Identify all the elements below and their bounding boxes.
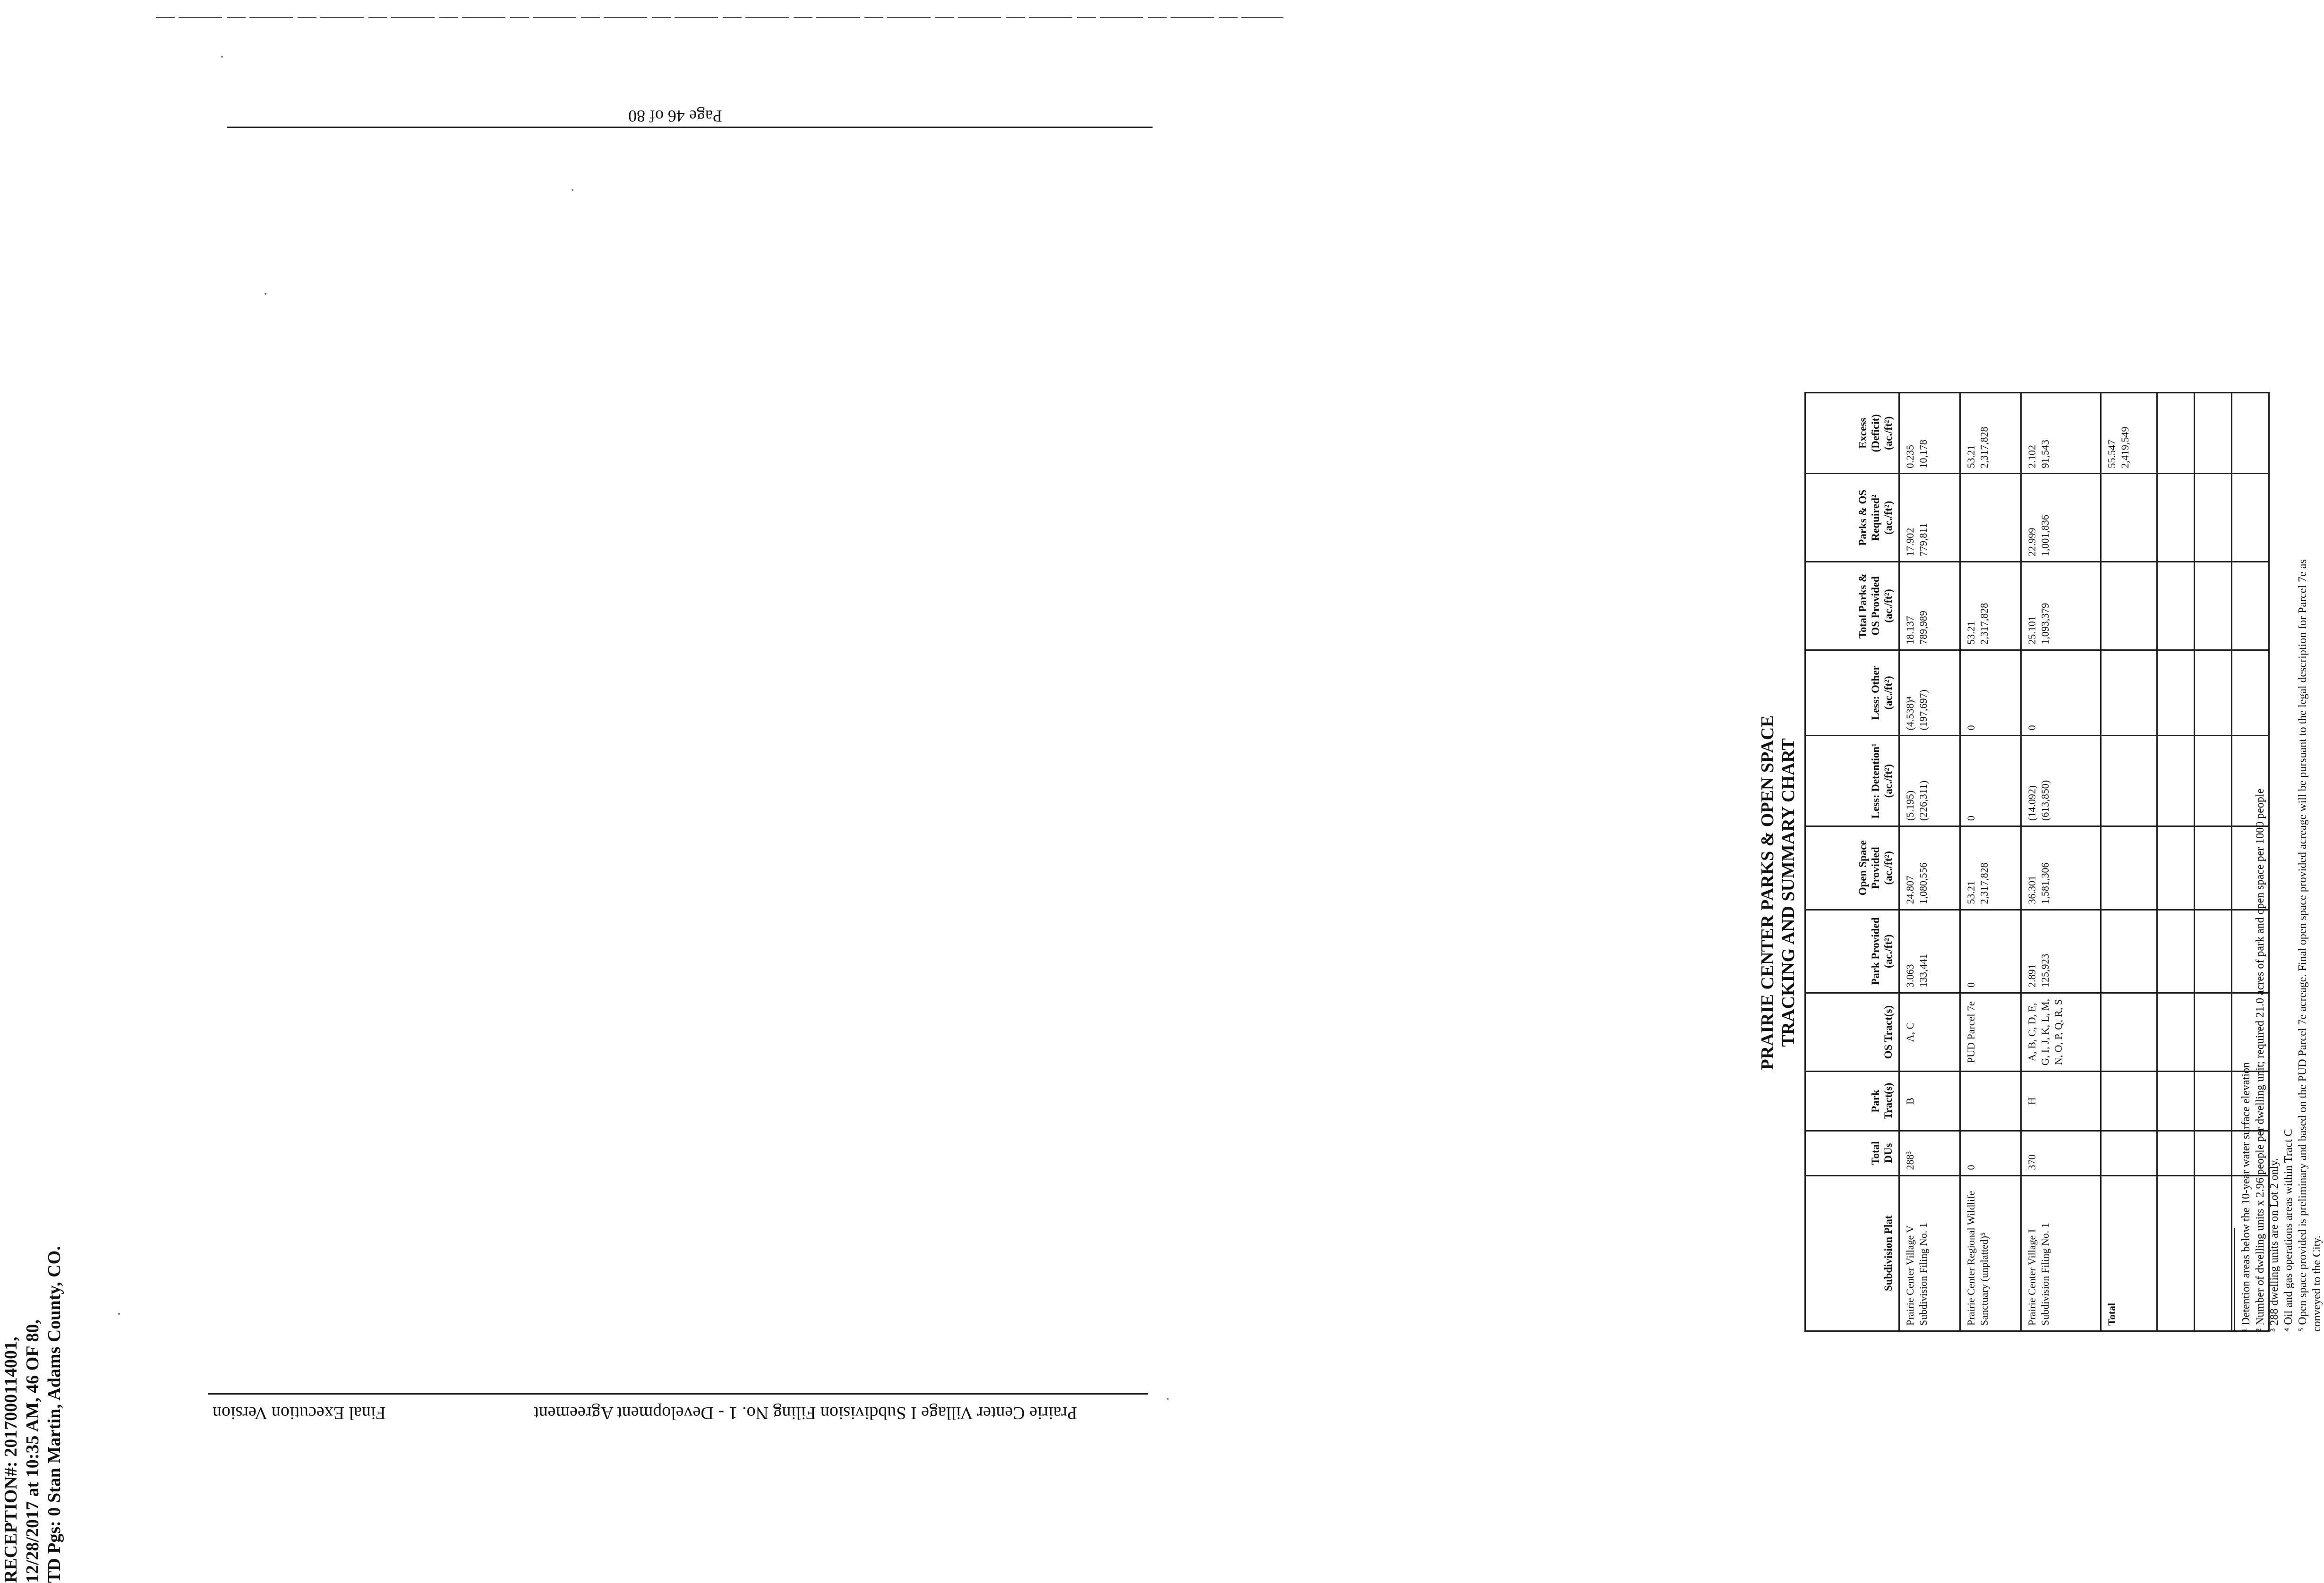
- cell-less-detention: (5.195) (226,311): [1899, 736, 1960, 826]
- chart-title-line-1: PRAIRIE CENTER PARKS & OPEN SPACE: [1758, 715, 1777, 1070]
- table-cell: [2101, 736, 2157, 826]
- cell-total-label: Total: [2101, 1175, 2157, 1331]
- cell-park-provided: 0: [1960, 910, 2021, 993]
- table-total-row: [2101, 393, 2157, 1331]
- table-cell: [2101, 474, 2157, 562]
- table-cell: [2157, 474, 2195, 562]
- table-cell: [2101, 1072, 2157, 1131]
- cell-total-provided: 25.101 1,093,379: [2021, 562, 2101, 650]
- cell-less-other: 0: [1960, 650, 2021, 736]
- cell-required: 22.999 1,001,836: [2021, 474, 2101, 562]
- landscape-page-content: [1157, 90, 2323, 1459]
- table-cell: [2101, 650, 2157, 736]
- table-cell: [2157, 736, 2195, 826]
- footnote-1: ¹ Detention areas below the 10-year water surface elevation: [2240, 1062, 2252, 1332]
- scan-artifact-line: [156, 17, 1283, 18]
- col-header-park-tracts: Park Tract(s): [1805, 1072, 1899, 1131]
- table-cell: [2195, 562, 2232, 650]
- footnote-3: ³ 288 dwelling units are on Lot 2 only.: [2268, 1158, 2281, 1332]
- cell-excess: 0.235 10,178: [1899, 393, 1960, 474]
- cell-dus: 0: [1960, 1131, 2021, 1175]
- footnote-5: ⁵ Open space provided is preliminary and based on the PUD Parcel 7e acreage. Final open space provided acreage will be pursuant to the legal description for Parcel 7e as: [2297, 559, 2309, 1332]
- page-number-label: Page 46 of 80: [628, 107, 722, 126]
- table-cell: [2101, 993, 2157, 1071]
- cell-total-provided: 18.137 789,989: [1899, 562, 1960, 650]
- table-cell: [2195, 650, 2232, 736]
- scan-speck: [118, 1313, 120, 1315]
- scan-speck: [265, 293, 266, 295]
- table-cell: [2157, 1072, 2195, 1131]
- footnote-4: ⁴ Oil and gas operations areas within Tract C: [2282, 1129, 2295, 1332]
- table-cell: [2157, 1131, 2195, 1175]
- cell-os-tracts: A, B, C, D, E, G, I, J, K, L, M, N, O, P, Q, R, S: [2021, 993, 2101, 1071]
- table-cell: [2157, 993, 2195, 1071]
- cell-less-detention: (14.092) (613,850): [2021, 736, 2101, 826]
- col-header-open-space-provided: Open Space Provided (ac./ft²): [1805, 826, 1899, 910]
- table-row: [2021, 393, 2101, 1331]
- cell-total-excess: 55.547 2,419,549: [2101, 393, 2157, 474]
- header-rule: [227, 127, 1153, 128]
- cell-required: [1960, 474, 2021, 562]
- footnote-5-continued: conveyed to the City.: [2311, 1235, 2323, 1332]
- table-cell: [2195, 1131, 2232, 1175]
- stamp-county-line: TD Pgs: 0 Stan Martin, Adams County, CO.: [44, 1246, 64, 1583]
- table-cell: [2101, 910, 2157, 993]
- cell-less-detention: 0: [1960, 736, 2021, 826]
- table-cell: [2101, 826, 2157, 910]
- parks-open-space-table: [1804, 392, 2270, 1332]
- table-cell: [2195, 910, 2232, 993]
- table-row: [1960, 393, 2021, 1331]
- col-header-less-other: Less: Other (ac./ft²): [1805, 650, 1899, 736]
- table-cell: [2195, 1072, 2232, 1131]
- cell-plat: Prairie Center Village V Subdivision Filing No. 1: [1899, 1175, 1960, 1331]
- cell-dus: 370: [2021, 1131, 2101, 1175]
- table-cell: [2157, 826, 2195, 910]
- table-header-row: [1805, 393, 1899, 1331]
- cell-excess: 2.102 91,543: [2021, 393, 2101, 474]
- cell-park-tracts: H: [2021, 1072, 2101, 1131]
- table-row: [1899, 393, 1960, 1331]
- cell-park-provided: 2.891 125,923: [2021, 910, 2101, 993]
- cell-open-space-provided: 53.21 2,317,828: [1960, 826, 2021, 910]
- table-cell: [2101, 562, 2157, 650]
- cell-park-provided: 3.063 133,441: [1899, 910, 1960, 993]
- cell-park-tracts: B: [1899, 1072, 1960, 1131]
- chart-title-line-2: TRACKING AND SUMMARY CHART: [1778, 738, 1798, 1047]
- table-cell: [2195, 826, 2232, 910]
- table-cell: [2195, 474, 2232, 562]
- table-cell: [2157, 562, 2195, 650]
- cell-required: 17.902 779,811: [1899, 474, 1960, 562]
- table-empty-row: [2195, 393, 2232, 1331]
- footnote-2: ² Number of dwelling units x 2.96 people per dwelling unit; required 21.0 acres of park and open space per 1000 people: [2254, 788, 2266, 1332]
- recording-stamp: [0, 1167, 65, 1583]
- table-cell: [2195, 1175, 2232, 1331]
- footer-document-title: Prairie Center Village I Subdivision Filing No. 1 - Development Agreement: [534, 1403, 1077, 1423]
- table-empty-row: [2157, 393, 2195, 1331]
- footer-rule: [208, 1393, 1148, 1395]
- scan-speck: [221, 56, 223, 58]
- table-cell: [2195, 393, 2232, 474]
- footnotes: [2234, 104, 2324, 1332]
- table-cell: [2157, 393, 2195, 474]
- cell-os-tracts: A, C: [1899, 993, 1960, 1071]
- chart-title: [1757, 477, 1799, 1308]
- col-header-total-provided: Total Parks & OS Provided (ac./ft²): [1805, 562, 1899, 650]
- table-cell: [2157, 650, 2195, 736]
- col-header-plat: Subdivision Plat: [1805, 1175, 1899, 1331]
- col-header-excess: Excess (Deficit) (ac./ft²): [1805, 393, 1899, 474]
- cell-less-other: 0: [2021, 650, 2101, 736]
- cell-plat: Prairie Center Village I Subdivision Filing No. 1: [2021, 1175, 2101, 1331]
- footnote-rule: [2234, 1228, 2235, 1332]
- cell-os-tracts: PUD Parcel 7e: [1960, 993, 2021, 1071]
- table-cell: [2101, 1131, 2157, 1175]
- cell-excess: 53.21 2,317,828: [1960, 393, 2021, 474]
- table-cell: [2157, 910, 2195, 993]
- col-header-required: Parks & OS Required² (ac./ft²): [1805, 474, 1899, 562]
- cell-open-space-provided: 36.301 1,581,306: [2021, 826, 2101, 910]
- cell-dus: 288³: [1899, 1131, 1960, 1175]
- col-header-park-provided: Park Provided (ac./ft²): [1805, 910, 1899, 993]
- cell-less-other: (4.538)⁴ (197,697): [1899, 650, 1960, 736]
- col-header-dus: Total DUs: [1805, 1131, 1899, 1175]
- cell-open-space-provided: 24.807 1,080,556: [1899, 826, 1960, 910]
- table-cell: [2195, 736, 2232, 826]
- stamp-date-line: 12/28/2017 at 10:35 AM, 46 OF 80,: [23, 1319, 43, 1583]
- cell-park-tracts: [1960, 1072, 2021, 1131]
- footer-version-label: Final Execution Version: [213, 1403, 386, 1423]
- cell-total-provided: 53.21 2,317,828: [1960, 562, 2021, 650]
- cell-plat: Prairie Center Regional Wildlife Sanctuary (unplatted)⁵: [1960, 1175, 2021, 1331]
- col-header-os-tracts: OS Tract(s): [1805, 993, 1899, 1071]
- table-cell: [2157, 1175, 2195, 1331]
- table-cell: [2195, 993, 2232, 1071]
- col-header-less-detention: Less: Detention¹ (ac./ft²): [1805, 736, 1899, 826]
- stamp-reception-line: RECEPTION#: 2017000114001,: [1, 1336, 21, 1583]
- scan-speck: [572, 189, 573, 191]
